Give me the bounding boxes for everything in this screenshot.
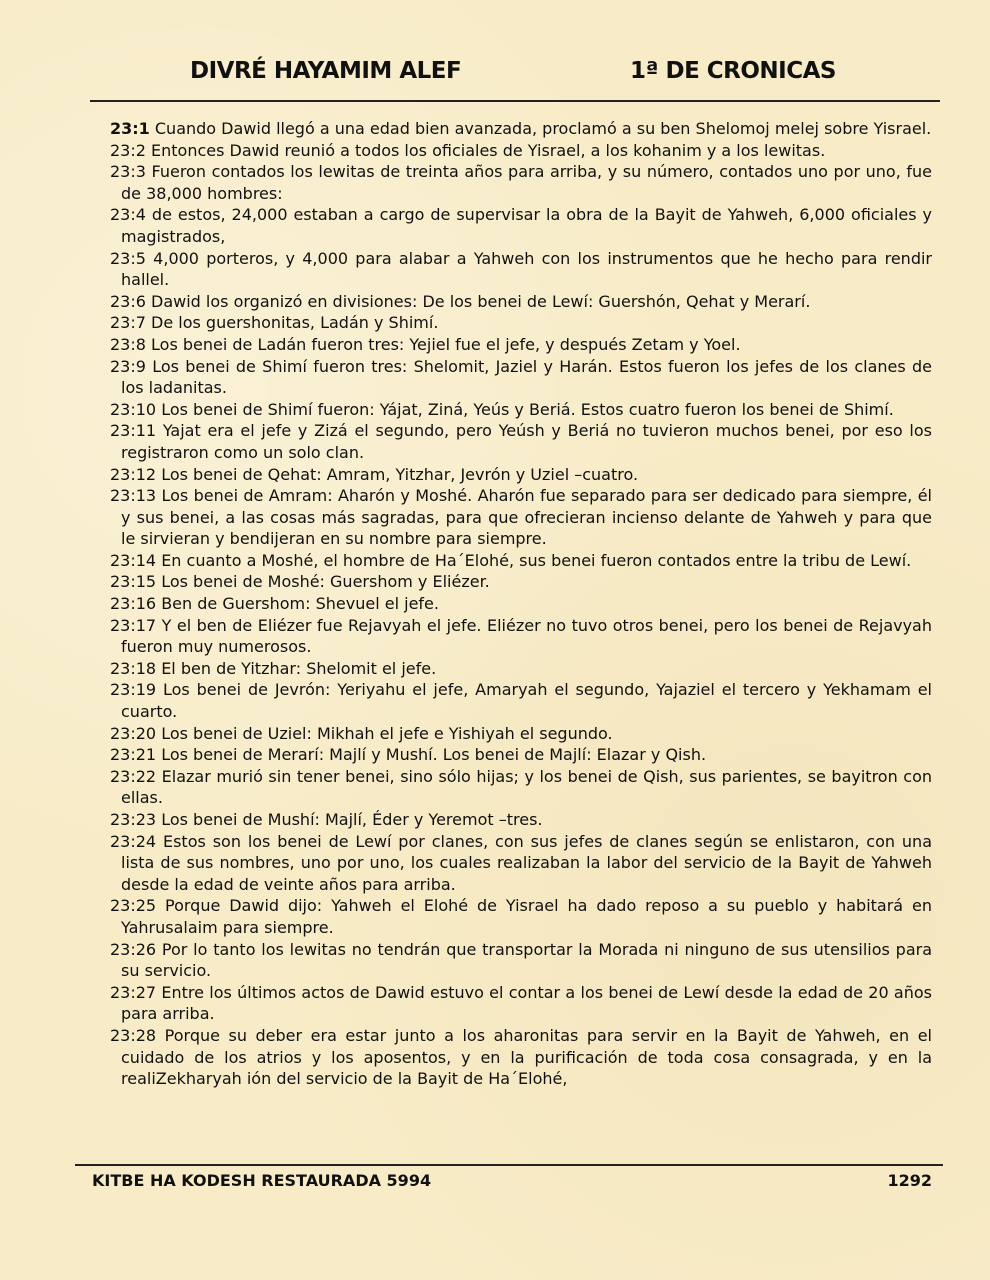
- verse-ref: 23:15: [110, 572, 157, 592]
- verse-23-3: [110, 161, 932, 204]
- verse-text: Ben de Guershom: Shevuel el jefe.: [156, 594, 439, 614]
- verse-23-8: [110, 334, 932, 356]
- verse-ref: 23:1: [110, 119, 150, 138]
- verse-23-18: [110, 658, 932, 680]
- verse-ref: 23:8: [110, 334, 146, 354]
- verse-23-1: [110, 118, 932, 140]
- verse-ref: 23:27: [110, 982, 157, 1002]
- verse-ref: 23:28: [110, 1025, 157, 1045]
- book-title-spanish: 1ª DE CRONICAS: [630, 58, 836, 84]
- verse-text: Estos son los benei de Lewí por clanes, con sus jefes de clanes según se enlistaron, con una lista de sus nombres, uno por uno, los cuales realizaban la labor del servicio de la Bayit de Yahweh desde la edad de veinte años para arriba.: [121, 831, 932, 894]
- verse-23-4: [110, 204, 932, 247]
- verse-text: Los benei de Shimí fueron tres: Shelomit, Jaziel y Harán. Estos fueron los jefes de los clanes de los ladanitas.: [121, 356, 932, 398]
- verse-23-24: [110, 831, 932, 896]
- header-divider: [90, 100, 940, 102]
- verse-text: Los benei de Qehat: Amram, Yitzhar, Jevrón y Uziel –cuatro.: [156, 464, 639, 484]
- verse-ref: 23:16: [110, 594, 157, 614]
- verse-ref: 23:2: [110, 140, 146, 160]
- verse-23-13: [110, 485, 932, 550]
- verse-text: Cuando Dawid llegó a una edad bien avanzada, proclamó a su ben Shelomoj melej sobre Yisrael.: [149, 119, 932, 138]
- verse-ref: 23:9: [110, 356, 146, 376]
- verse-ref: 23:18: [110, 658, 157, 678]
- verse-text: Los benei de Uziel: Mikhah el jefe e Yishiyah el segundo.: [156, 723, 613, 743]
- verse-23-17: [110, 615, 932, 658]
- verse-text: 4,000 porteros, y 4,000 para alabar a Yahweh con los instrumentos que he hecho para rendir hallel.: [121, 248, 932, 290]
- verse-text: Yajat era el jefe y Zizá el segundo, pero Yeúsh y Beriá no tuvieron muchos benei, por eso los registraron como un solo clan.: [121, 421, 932, 462]
- book-title: DIVRÉ HAYAMIM ALEF: [190, 58, 462, 84]
- verse-text: Los benei de Mushí: Majlí, Éder y Yeremot –tres.: [156, 810, 543, 829]
- verse-ref: 23:22: [110, 766, 157, 786]
- verse-23-14: [110, 550, 932, 572]
- verse-ref: 23:6: [110, 291, 146, 311]
- verse-23-11: [110, 420, 932, 463]
- verse-23-28: [110, 1025, 932, 1090]
- verse-23-5: [110, 248, 932, 291]
- verse-text: Fueron contados los lewitas de treinta años para arriba, y su número, contados uno por uno, fue de 38,000 hombres:: [121, 162, 932, 203]
- verse-ref: 23:24: [110, 831, 157, 851]
- verse-ref: 23:7: [110, 313, 146, 333]
- verse-ref: 23:4: [110, 205, 146, 225]
- verse-23-9: [110, 356, 932, 399]
- verse-23-27: [110, 982, 932, 1025]
- verse-text: Los benei de Shimí fueron: Yájat, Ziná, Yeús y Beriá. Estos cuatro fueron los benei de Shimí.: [156, 399, 894, 419]
- verse-ref: 23:25: [110, 896, 157, 916]
- verse-text: Los benei de Merarí: Majlí y Mushí. Los benei de Majlí: Elazar y Qish.: [156, 745, 707, 765]
- verse-23-26: [110, 939, 932, 982]
- verse-23-22: [110, 766, 932, 809]
- verse-ref: 23:14: [110, 550, 157, 570]
- page-number: 1292: [887, 1171, 932, 1190]
- verse-text: Los benei de Amram: Aharón y Moshé. Aharón fue separado para ser dedicado para siempre, él y sus benei, a las cosas más sagradas, para que ofrecieran incienso delante de Yahweh y para que le sirvieran y bendijeran en su nombre para siempre.: [121, 486, 932, 549]
- verse-ref: 23:20: [110, 723, 157, 743]
- verse-text: Entonces Dawid reunió a todos los oficiales de Yisrael, a los kohanim y a los lewitas.: [145, 140, 826, 160]
- verse-text: Por lo tanto los lewitas no tendrán que transportar la Morada ni ninguno de sus utensilios para su servicio.: [121, 939, 932, 981]
- verse-23-10: [110, 399, 932, 421]
- verse-text: de estos, 24,000 estaban a cargo de supervisar la obra de la Bayit de Yahweh, 6,000 oficiales y magistrados,: [121, 205, 932, 246]
- verse-text: Los benei de Moshé: Guershom y Eliézer.: [156, 572, 490, 592]
- verse-ref: 23:3: [110, 162, 146, 182]
- verse-text: De los guershonitas, Ladán y Shimí.: [145, 313, 439, 333]
- verse-23-21: [110, 744, 932, 766]
- verse-23-6: [110, 291, 932, 313]
- verse-ref: 23:13: [110, 486, 157, 506]
- verse-23-15: [110, 571, 932, 593]
- verse-text: Elazar murió sin tener benei, sino sólo hijas; y los benei de Qish, sus parientes, se bayitron con ellas.: [121, 766, 932, 808]
- verse-23-2: [110, 140, 932, 162]
- verse-23-7: [110, 312, 932, 334]
- verse-ref: 23:17: [110, 615, 157, 635]
- verse-23-19: [110, 679, 932, 722]
- verse-ref: 23:11: [110, 421, 157, 441]
- footer-divider: [75, 1164, 943, 1166]
- verse-23-20: [110, 723, 932, 745]
- footer-book-name: KITBE HA KODESH RESTAURADA 5994: [92, 1171, 432, 1190]
- verse-23-16: [110, 593, 932, 615]
- verse-23-12: [110, 464, 932, 486]
- page-header: [90, 58, 940, 98]
- verse-text: El ben de Yitzhar: Shelomit el jefe.: [156, 658, 437, 678]
- verse-text: En cuanto a Moshé, el hombre de Ha´Elohé, sus benei fueron contados entre la tribu de Lewí.: [156, 550, 912, 570]
- verse-text: Entre los últimos actos de Dawid estuvo el contar a los benei de Lewí desde la edad de 20 años para arriba.: [121, 982, 932, 1024]
- verse-ref: 23:23: [110, 810, 157, 829]
- verse-ref: 23:5: [110, 248, 146, 268]
- verse-text: Porque su deber era estar junto a los aharonitas para servir en la Bayit de Yahweh, en el cuidado de los atrios y los aposentos, y en la purificación de toda cosa consagrada, y en la realiZekharyah ión del servicio de la Bayit de Ha´Elohé,: [121, 1025, 932, 1089]
- verse-ref: 23:12: [110, 464, 157, 484]
- verse-ref: 23:21: [110, 745, 157, 765]
- verse-ref: 23:19: [110, 680, 157, 700]
- verse-23-25: [110, 895, 932, 938]
- verse-text: Dawid los organizó en divisiones: De los benei de Lewí: Guershón, Qehat y Merarí.: [145, 291, 811, 311]
- verse-text: Los benei de Ladán fueron tres: Yejiel fue el jefe, y después Zetam y Yoel.: [145, 334, 741, 354]
- verse-ref: 23:10: [110, 399, 157, 419]
- verse-ref: 23:26: [110, 939, 157, 959]
- verse-23-23: [110, 809, 932, 831]
- verse-list: [110, 118, 932, 1090]
- verse-text: Porque Dawid dijo: Yahweh el Elohé de Yisrael ha dado reposo a su pueblo y habitará en Yahrusalaim para siempre.: [121, 896, 932, 937]
- verse-text: Los benei de Jevrón: Yeriyahu el jefe, Amaryah el segundo, Yajaziel el tercero y Yekhamam el cuarto.: [121, 680, 932, 722]
- verse-text: Y el ben de Eliézer fue Rejavyah el jefe. Eliézer no tuvo otros benei, pero los benei de Rejavyah fueron muy numerosos.: [121, 615, 932, 657]
